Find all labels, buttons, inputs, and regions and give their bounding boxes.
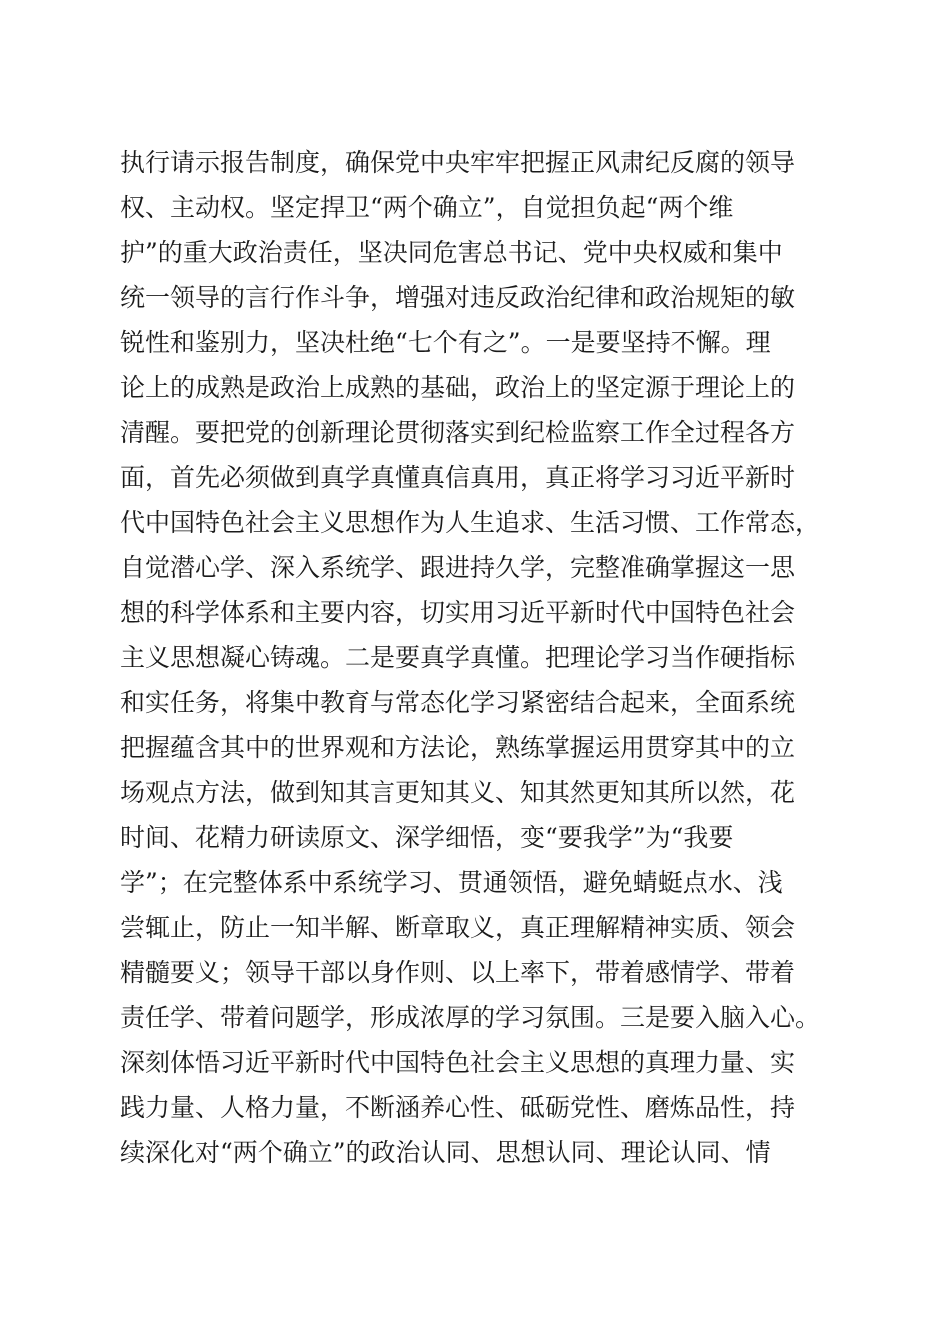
text-line: 责任学、带着问题学，形成浓厚的学习氛围。三是要入脑入心。: [120, 1003, 821, 1032]
text-line: 面，首先必须做到真学真懂真信真用，真正将学习习近平新时: [120, 463, 796, 492]
text-line: 把握蕴含其中的世界观和方法论，熟练掌握运用贯穿其中的立: [120, 733, 796, 762]
text-line: 主义思想凝心铸魂。二是要真学真懂。把理论学习当作硬指标: [120, 643, 796, 672]
text-line: 权、主动权。坚定捍卫“两个确立”，自觉担负起“两个维: [120, 193, 734, 222]
text-line: 清醒。要把党的创新理论贯彻落实到纪检监察工作全过程各方: [120, 418, 796, 447]
text-line: 论上的成熟是政治上成熟的基础，政治上的坚定源于理论上的: [120, 373, 796, 402]
text-line: 场观点方法，做到知其言更知其义、知其然更知其所以然，花: [120, 778, 796, 807]
body-paragraph: [120, 140, 840, 1175]
text-line: 续深化对“两个确立”的政治认同、思想认同、理论认同、情: [120, 1138, 771, 1167]
text-line: 学”；在完整体系中系统学习、贯通领悟，避免蜻蜓点水、浅: [120, 868, 783, 897]
text-line: 践力量、人格力量，不断涵养心性、砥砺党性、磨炼品性，持: [120, 1093, 796, 1122]
text-line: 锐性和鉴别力，坚决杜绝“七个有之”。一是要坚持不懈。理: [120, 328, 771, 357]
text-line: 执行请示报告制度，确保党中央牢牢把握正风肃纪反腐的领导: [120, 148, 796, 177]
text-line: 护”的重大政治责任，坚决同危害总书记、党中央权威和集中: [120, 238, 783, 267]
text-line: 深刻体悟习近平新时代中国特色社会主义思想的真理力量、实: [120, 1048, 796, 1077]
text-line: 自觉潜心学、深入系统学、跟进持久学，完整准确掌握这一思: [120, 553, 796, 582]
text-line: 和实任务，将集中教育与常态化学习紧密结合起来，全面系统: [120, 688, 796, 717]
text-line: 尝辄止，防止一知半解、断章取义，真正理解精神实质、领会: [120, 913, 796, 942]
text-line: 想的科学体系和主要内容，切实用习近平新时代中国特色社会: [120, 598, 796, 627]
text-line: 精髓要义；领导干部以身作则、以上率下，带着感情学、带着: [120, 958, 796, 987]
text-line: 统一领导的言行作斗争，增强对违反政治纪律和政治规矩的敏: [120, 283, 796, 312]
text-line: 时间、花精力研读原文、深学细悟，变“要我学”为“我要: [120, 823, 734, 852]
text-line: 代中国特色社会主义思想作为人生追求、生活习惯、工作常态，: [120, 508, 821, 537]
